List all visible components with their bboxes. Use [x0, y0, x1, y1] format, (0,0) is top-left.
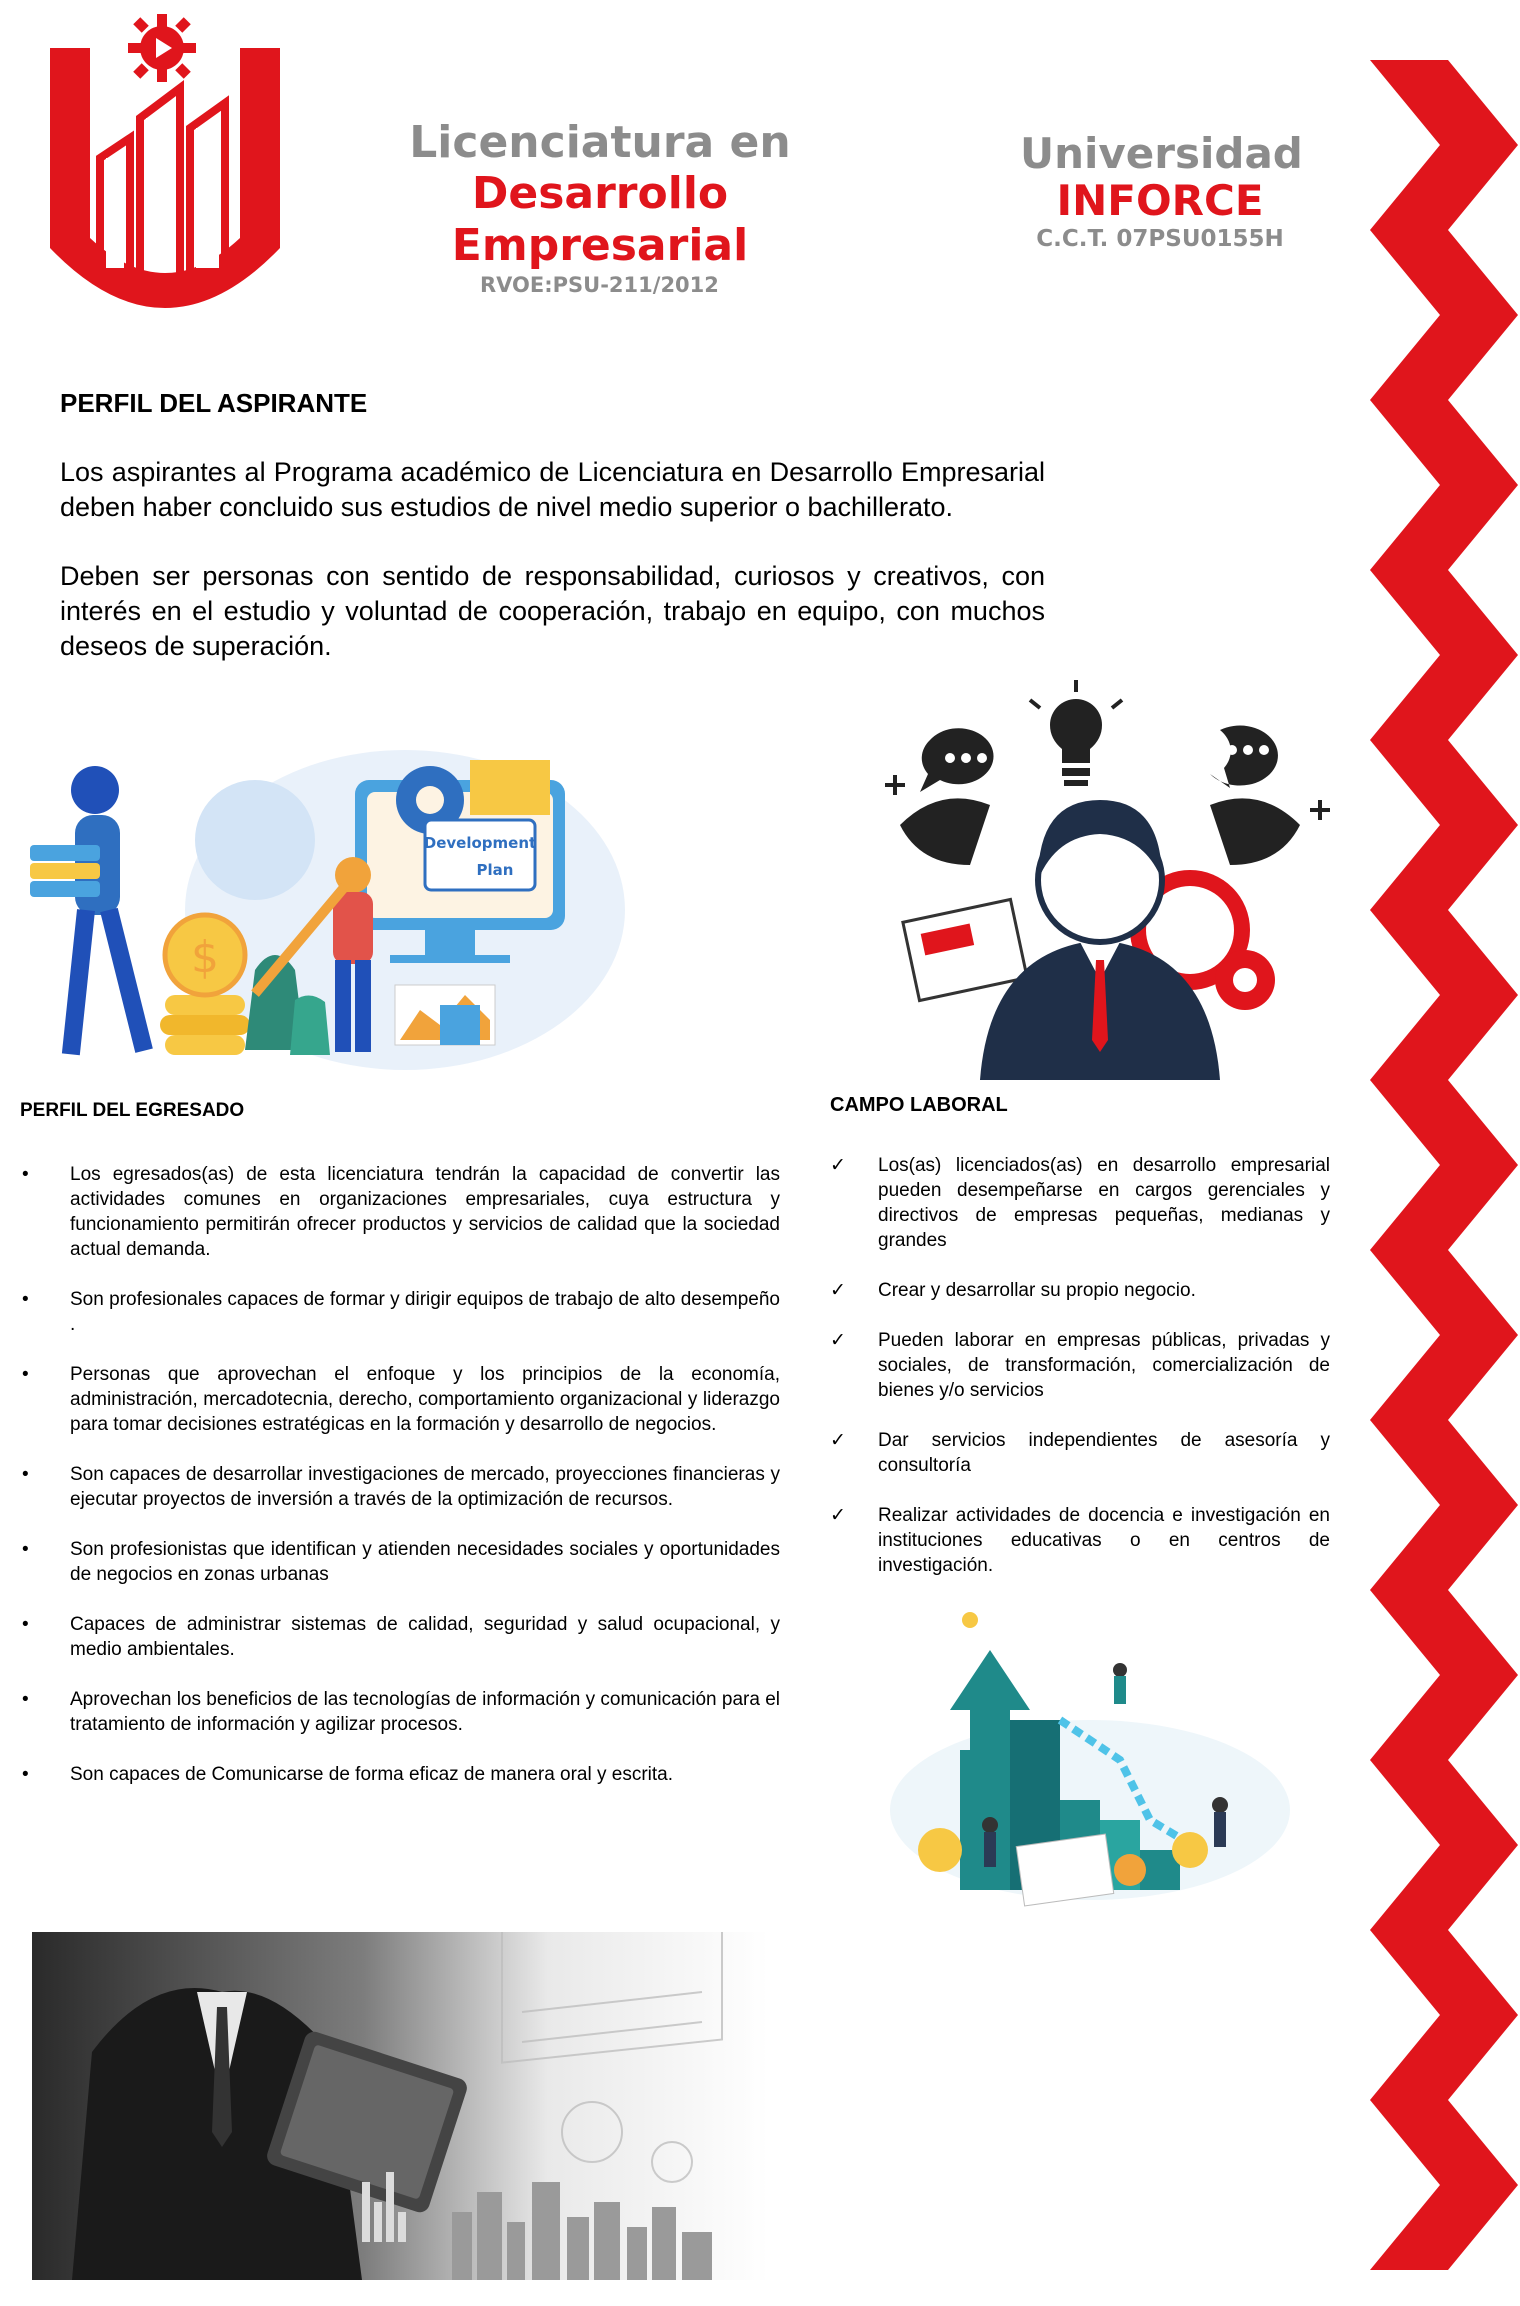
- bullet-icon: •: [22, 1614, 29, 1635]
- list-item: ✓ Los(as) licenciados(as) en desarrollo empresarial pueden desempeñarse en cargos gerenciales y directivos de empresas pequeñas, medianas y grandes: [830, 1155, 1330, 1251]
- campo-laboral-section: [830, 1094, 1330, 1603]
- bullet-icon: •: [22, 1364, 29, 1385]
- list-item: • Aprovechan los beneficios de las tecnologías de información y comunicación para el tratamiento de información y agilizar procesos.: [22, 1689, 780, 1735]
- program-title-line1: Licenciatura en: [409, 117, 791, 168]
- development-plan-illustration: [25, 740, 625, 1080]
- list-item: • Son profesionales capaces de formar y dirigir equipos de trabajo de alto desempeño .: [22, 1289, 780, 1335]
- egresado-list: [20, 1162, 780, 1787]
- bullet-icon: •: [22, 1764, 29, 1785]
- aspirante-section: [60, 388, 1045, 698]
- aspirante-title: PERFIL DEL ASPIRANTE: [60, 388, 368, 418]
- aspirante-paragraph: Los aspirantes al Programa académico de Licenciatura en Desarrollo Empresarial deben haber concluido sus estudios de nivel medio superior o bachillerato.: [60, 457, 1045, 522]
- businessman-ideas-illustration: [870, 680, 1330, 1080]
- rvoe-code: RVOE:PSU-211/2012: [480, 273, 719, 297]
- list-item: • Capaces de administrar sistemas de calidad, seguridad y salud ocupacional, y medio ambientales.: [22, 1614, 780, 1660]
- university-logo: [40, 8, 290, 333]
- list-item: • Son profesionistas que identifican y atienden necesidades sociales y oportunidades de negocios en zonas urbanas: [22, 1539, 780, 1585]
- university-line2: INFORCE: [1056, 176, 1264, 225]
- list-item: ✓ Pueden laborar en empresas públicas, privadas y sociales, de transformación, comercialización de bienes y/o servicios: [830, 1330, 1330, 1401]
- svg-text:$: $: [191, 932, 219, 983]
- checkmark-icon: ✓: [830, 1330, 846, 1351]
- businessman-tablet-photo: [32, 1932, 769, 2280]
- university-name: [1020, 129, 1303, 254]
- university-line1: Universidad: [1020, 129, 1303, 178]
- list-item: • Son capaces de desarrollar investigaciones de mercado, proyecciones financieras y ejecutar proyectos de inversión a través de la optimización de recursos.: [22, 1464, 780, 1510]
- list-item: ✓ Dar servicios independientes de asesoría y consultoría: [830, 1430, 1330, 1476]
- bullet-icon: •: [22, 1464, 29, 1485]
- development-label: Development: [423, 834, 537, 852]
- checkmark-icon: ✓: [830, 1505, 846, 1526]
- checkmark-icon: ✓: [830, 1155, 846, 1176]
- zigzag-ribbon-decoration: [1355, 60, 1520, 2306]
- cct-code: C.C.T. 07PSU0155H: [1036, 226, 1284, 252]
- list-item: • Los egresados(as) de esta licenciatura tendrán la capacidad de convertir las actividades comunes en organizaciones empresariales, cuya estructura y funcionamiento permitirán ofrecer productos y servicios de calidad que la sociedad actual demanda.: [22, 1164, 780, 1260]
- bullet-icon: •: [22, 1689, 29, 1710]
- checkmark-icon: ✓: [830, 1280, 846, 1301]
- plan-label: Plan: [476, 861, 514, 879]
- bullet-icon: •: [22, 1539, 29, 1560]
- bullet-icon: •: [22, 1289, 29, 1310]
- bullet-icon: •: [22, 1164, 29, 1185]
- list-item: • Personas que aprovechan el enfoque y los principios de la economía, administración, mercadotecnia, derecho, comportamiento organizacional y liderazgo para tomar decisiones estratégicas en la formación y desarrollo de negocios.: [22, 1364, 780, 1435]
- campo-title: CAMPO LABORAL: [830, 1094, 1008, 1116]
- zigzag-band: [1370, 60, 1518, 2270]
- list-item: ✓ Realizar actividades de docencia e investigación en instituciones educativas o en centros de investigación.: [830, 1505, 1330, 1576]
- program-title-line2: Desarrollo Empresarial: [451, 168, 749, 271]
- program-title: [330, 118, 870, 298]
- list-item: ✓ Crear y desarrollar su propio negocio.: [830, 1280, 1196, 1301]
- aspirante-paragraph: Deben ser personas con sentido de responsabilidad, curiosos y creativos, con interés en el estudio y voluntad de cooperación, trabajo en equipo, con muchos deseos de superación.: [60, 561, 1045, 661]
- campo-list: [830, 1153, 1330, 1578]
- checkmark-icon: ✓: [830, 1430, 846, 1451]
- list-item: • Son capaces de Comunicarse de forma eficaz de manera oral y escrita.: [22, 1764, 674, 1785]
- egresado-section: [20, 1100, 780, 1812]
- career-growth-illustration: [880, 1610, 1300, 1910]
- egresado-title: PERFIL DEL EGRESADO: [20, 1100, 245, 1121]
